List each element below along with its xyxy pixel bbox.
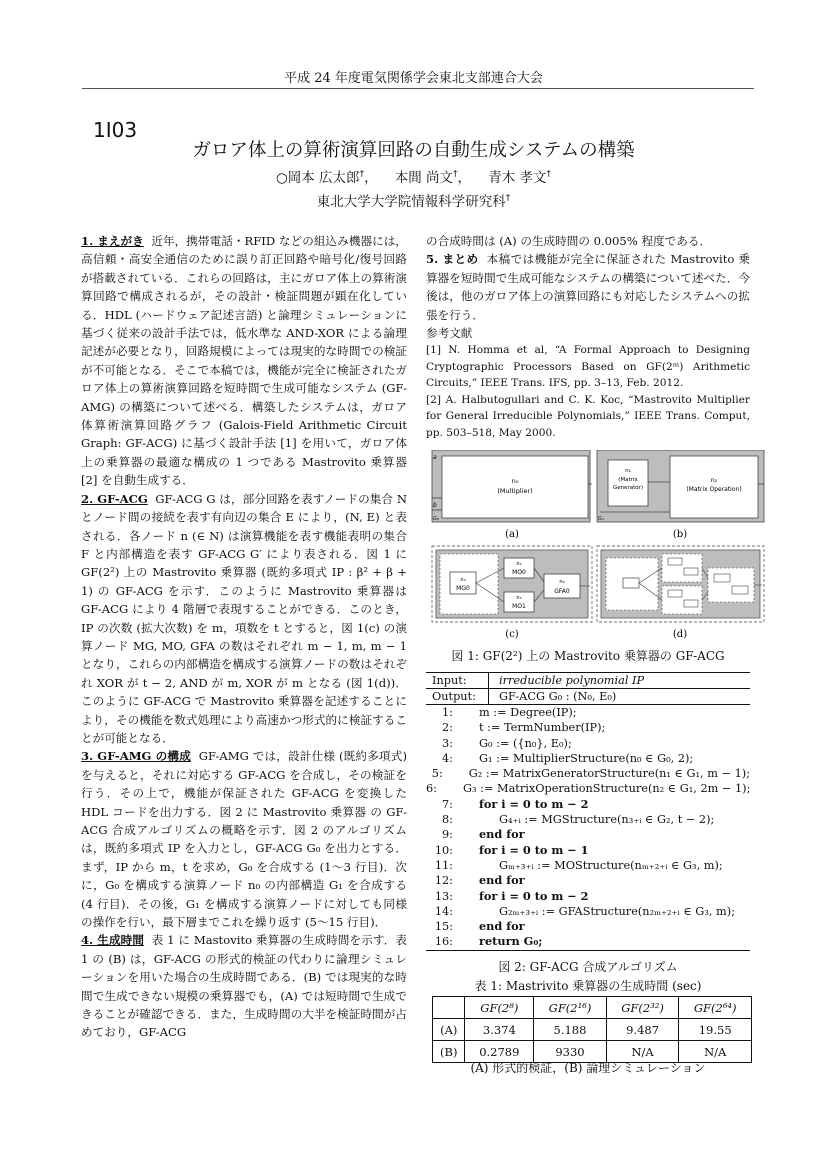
algorithm-output: Output: GF-ACG G₀ : (N₀, E₀)	[426, 689, 750, 705]
figure-1d	[597, 546, 764, 640]
table-header-row: GF(2⁸) GF(2¹⁶) GF(2³²) GF(2⁶⁴)	[433, 997, 752, 1019]
node-label: (Multiplier)	[497, 487, 533, 495]
algorithm-line: 10: for i = 0 to m − 1	[434, 842, 589, 857]
svg-text:n₃: n₃	[460, 577, 466, 583]
references-heading: 参考文献	[426, 326, 473, 341]
section-heading: 2. GF-ACG	[81, 491, 148, 506]
section-4-continued: の合成時間は (A) の生成時間の 0.005% 程度である．	[426, 234, 712, 248]
algorithm-line: 8: G₄₊ᵢ := MGStructure(n₃₊ᵢ ∈ G₂, t − 2);	[442, 813, 715, 827]
section-body: 本稿では機能が完全に保証された Mastrovito 乗算器を短時間で生成可能なシステムの構築について述べた．今後は，他のガロア体上の演算回路にも対応したシステムへの拡張を行う．	[426, 252, 751, 322]
section-heading: 1. まえがき	[81, 234, 144, 248]
table-row: (B) 0.2789 9330 N/A N/A	[433, 1041, 752, 1063]
table-1-caption: 表 1: Mastrivito 乗算器の生成時間 (sec)	[474, 979, 702, 993]
figure-2-caption: 図 2: GF-ACG 合成アルゴリズム	[498, 960, 678, 974]
algorithm-line: 2: t := TermNumber(IP);	[442, 721, 606, 735]
author-3: 青木 孝文	[488, 170, 547, 186]
algorithm-line: 9: end for	[442, 827, 525, 842]
algorithm-line: 5: G₂ := MatrixGeneratorStructure(n₁ ∈ G₁, m − 1);	[431, 767, 750, 781]
svg-text:b: b	[433, 502, 437, 509]
svg-text:G₁: G₁	[598, 516, 604, 522]
figure-1a	[432, 450, 592, 540]
paper-id: 1I03	[93, 118, 138, 142]
algorithm-box	[426, 672, 750, 951]
reference-2: [2] A. Halbutogullari and C. K. Koc, “Mastrovito Multiplier for General Irreducible Polynomials,” IEEE Trans. Comput, pp. 503–518, May 2000.	[426, 393, 750, 439]
svg-text:a: a	[433, 454, 437, 461]
algorithm-line: 3: G₀ := ({n₀}, E₀);	[442, 736, 572, 750]
svg-text:n₅: n₅	[516, 595, 522, 601]
algorithm-line: 4: G₁ := MultiplierStructure(n₀ ∈ G₀, 2);	[442, 751, 694, 765]
svg-text:(Matrix: (Matrix	[618, 477, 638, 483]
subfigure-a-label: (a)	[505, 529, 519, 540]
svg-text:n₁: n₁	[625, 468, 631, 474]
algorithm-input: Input: irreducible polynomial IP	[426, 673, 750, 689]
svg-text:G₀: G₀	[433, 516, 439, 522]
node-mo1: MO1	[512, 603, 526, 610]
algorithm-line: 15: end for	[434, 919, 525, 934]
algorithm-line: 13: for i = 0 to m − 2	[434, 888, 589, 903]
algorithm-line: 14: G₂ₘ₊₃₊ᵢ := GFAStructure(n₂ₘ₊₂₊ᵢ ∈ G₃, m);	[434, 904, 735, 918]
left-column	[81, 232, 407, 1042]
node-mg0: MG0	[456, 585, 470, 592]
algorithm-line: 16: return G₀;	[434, 934, 543, 949]
algorithm-line: 12: end for	[434, 873, 525, 888]
algorithm-line: 11: Gₘ₊₃₊ᵢ := MOStructure(nₘ₊₂₊ᵢ ∈ G₃, m);	[434, 858, 723, 872]
section-5	[426, 250, 750, 324]
section-heading: 5. まとめ	[426, 252, 479, 267]
table-row: (A) 3.374 5.188 9.487 19.55	[433, 1019, 752, 1041]
svg-text:Generator): Generator)	[612, 485, 644, 491]
section-1	[81, 232, 407, 490]
conference-header: 平成 24 年度電気関係学会東北支部連合大会	[284, 71, 543, 86]
right-column	[426, 232, 750, 441]
reference-1: [1] N. Homma et al, “A Formal Approach to Designing Cryptographic Processors Based on GF(2ᵐ) Arithmetic Circuits,” IEEE Trans. IFS, pp. 3–13, Feb. 2012.	[426, 344, 750, 390]
algorithm-line: 7: for i = 0 to m − 2	[442, 796, 589, 811]
section-3	[81, 747, 407, 931]
affiliation: 東北大学大学院情報科学研究科†	[316, 193, 511, 210]
section-body: 近年，携帯電話・RFID などの組込み機器には，高信頼・高安全通信のために誤り訂正回路や暗号化/復号回路が搭載されている．これらの回路は，主にガロア体上の算術演算回路で構成されるが，その設計・検証問題が顕在化している．HDL (ハードウェア記述言語) と論理シミュレーションに基づく従来の設計手法では，低水準な AND-XOR による論理記述が必要となり，回路規模によっては現実的な時間での検証が不可能となる．そこで本稿では，機能が完全に検証されたガロア体上の算術演算回路を短時間で生成可能なシステム (GF-AMG) の構築について述べる．構築したシステムは，ガロア体算術演算回路グラフ (Galois-Field Arithmetic Circuit Graph: GF-ACG) に基づく設計手法 [1] を用いて，ガロア体上の乗算器の最適な構成の 1 つである Mastrovito 乗算器 [2] を自動生成する．	[81, 234, 408, 488]
svg-text:(Matrix Operation): (Matrix Operation)	[686, 486, 742, 493]
algorithm-line: 6: G₃ := MatrixOperationStructure(n₂ ∈ G₁, 2m − 1);	[426, 782, 751, 796]
table-1-note: (A) 形式的検証，(B) 論理シミュレーション	[470, 1061, 706, 1075]
subfigure-b-label: (b)	[672, 529, 688, 540]
figure-1	[430, 450, 768, 660]
svg-text:n₄: n₄	[516, 561, 522, 567]
algorithm-lines	[426, 705, 750, 950]
node-gfa0: GFA0	[554, 588, 570, 595]
paper-title: ガロア体上の算術演算回路の自動生成システムの構築	[192, 140, 635, 161]
svg-text:n₂: n₂	[710, 477, 718, 484]
author-2: 本間 尚文	[394, 170, 454, 186]
node-n0: n₀	[511, 477, 519, 485]
section-heading: 4. 生成時間	[81, 933, 145, 948]
node-mo0: MO0	[512, 569, 526, 576]
generation-time-table	[432, 996, 752, 1063]
figure-1b	[597, 450, 764, 540]
author-1: ○岡本 広太郎	[275, 170, 360, 186]
section-4	[81, 931, 407, 1041]
subfigure-d-label: (d)	[672, 629, 688, 640]
section-body: GF-ACG G は，部分回路を表すノードの集合 N とノード間の接続を表す有向辺の集合 E により，(N, E) と表される．各ノード n (∈ N) は演算機能を表す機能表明の集合 F と内部構造を表す GF-ACG G′ により表される．図 1 に GF(2²) 上の Mastrovito 乗算器 (既約多項式 IP : β² + β + 1) の GF-ACG を示す．このように Mastrovito 乗算器は GF-ACG により 4 階層で表現することができる．このとき，IP の次数 (拡大次数) を m，項数を t とすると，図 1(c) の演算ノード MG, MO, GFA の数はそれぞれ m − 1, m, m − 1 となり，これらの内部構造を構成する演算ノードの数はそれぞれ XOR が t − 2, AND が m, XOR が m となる (図 1(d))．このように GF-ACG で Mastrovito 乗算器を記述することにより，その機能を数式処理により高速かつ形式的に検証することが可能となる．	[81, 491, 407, 745]
header-rule	[82, 88, 754, 89]
figure-1-caption: 図 1: GF(2²) 上の Mastrovito 乗算器の GF-ACG	[451, 649, 725, 663]
figure-1c	[432, 546, 592, 640]
svg-text:n₆: n₆	[559, 579, 565, 585]
algorithm-line: 1: m := Degree(IP);	[442, 706, 577, 719]
subfigure-c-label: (c)	[505, 629, 519, 640]
section-body: GF-AMG では，設計仕様 (既約多項式) を与えると，それに対応する GF-ACG を合成し，その検証を行う．その上で，機能が保証された GF-ACG を変換した HDL コードを出力する．図 2 に Mastrovito 乗算器 の GF-ACG 合成アルゴリズムの概略を示す．図 2 のアルゴリズムは，既約多項式 IP を入力とし，GF-ACG G₀ を出力とする．まず，IP から m，t を求め，G₀ を合成する (1〜3 行目)．次に，G₀ を構成する演算ノード n₀ の内部構造 G₁ を合成する (4 行目)．その後，G₁ を構成する演算ノードに対しても同様の操作を行い，最下層までこれを繰り返す (5〜15 行目)．	[81, 749, 407, 930]
section-heading: 3. GF-AMG の構成	[81, 749, 191, 764]
authors: ○岡本 広太郎†， 本間 尚文†， 青木 孝文†	[275, 169, 551, 186]
section-2	[81, 490, 407, 748]
section-body: 表 1 に Mastovito 乗算器の生成時間を示す．表 1 の (B) は，GF-ACG の形式的検証の代わりに論理シミュレーションを用いた場合の生成時間である．(B) では現実的な時間で生成できない規模の乗算器でも，(A) では短時間で生成できることが確認できる．また，生成時間の大半を検証時間が占めており，GF-ACG	[81, 933, 407, 1040]
